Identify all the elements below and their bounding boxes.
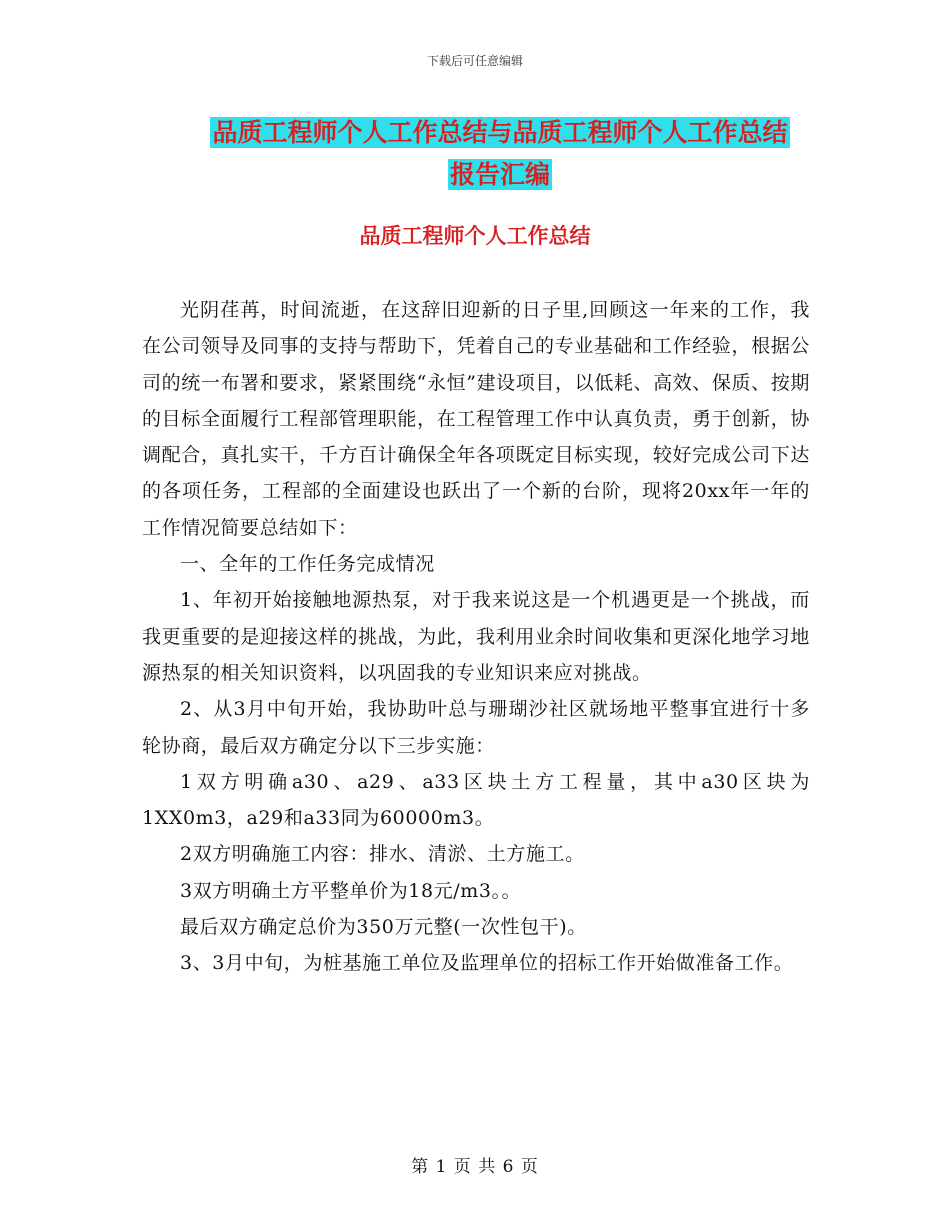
section-title: 品质工程师个人工作总结 xyxy=(359,224,591,248)
paragraph-item-2: 2、从3月中旬开始，我协助叶总与珊瑚沙社区就场地平整事宜进行十多轮协商，最后双方确定分以下三步实施： xyxy=(142,698,810,757)
header-note: 下载后可任意编辑 xyxy=(426,54,523,68)
paragraph-item-3: 3、3月中旬，为桩基施工单位及监理单位的招标工作开始做准备工作。 xyxy=(180,952,794,975)
paragraph-heading-1: 一、全年的工作任务完成情况 xyxy=(180,553,435,576)
paragraph-step-1: 1双方明确a30、a29、a33区块土方工程量，其中a30区块为1XX0m3，a29和a33同为60000m3。 xyxy=(142,770,810,830)
title-line-1: 品质工程师个人工作总结与品质工程师个人工作总结 xyxy=(212,118,788,147)
paragraph-item-1: 1、年初开始接触地源热泵，对于我来说这是一个机遇更是一个挑战，而我更重要的是迎接这样的挑战，为此，我利用业余时间收集和更深化地学习地源热泵的相关知识资料，以巩固我的专业知识来应对挑战。 xyxy=(142,589,810,684)
paragraph-intro: 光阴荏苒，时间流逝，在这辞旧迎新的日子里,回顾这一年来的工作，我在公司领导及同事的支持与帮助下，凭着自己的专业基础和工作经验，根据公司的统一布署和要求，紧紧围绕“永恒”建设项目，以低耗、高效、保质、按期的目标全面履行工程部管理职能，在工程管理工作中认真负责，勇于创新，协调配合，真扎实干，千方百计确保全年各项既定目标实现，较好完成公司下达的各项任务，工程部的全面建设也跃出了一个新的台阶，现将20xx年一年的工作情况简要总结如下： xyxy=(142,299,810,539)
page-footer: 第 1 页 共 6 页 xyxy=(411,1157,539,1177)
paragraph-total: 最后双方确定总价为350万元整(一次性包干)。 xyxy=(180,916,587,939)
document-body xyxy=(142,292,810,982)
paragraph-step-3: 3双方明确土方平整单价为18元/m3。。 xyxy=(180,879,522,902)
paragraph-step-2: 2双方明确施工内容：排水、清淤、土方施工。 xyxy=(180,843,585,866)
title-line-2: 报告汇编 xyxy=(449,160,550,189)
document-title xyxy=(140,112,860,196)
